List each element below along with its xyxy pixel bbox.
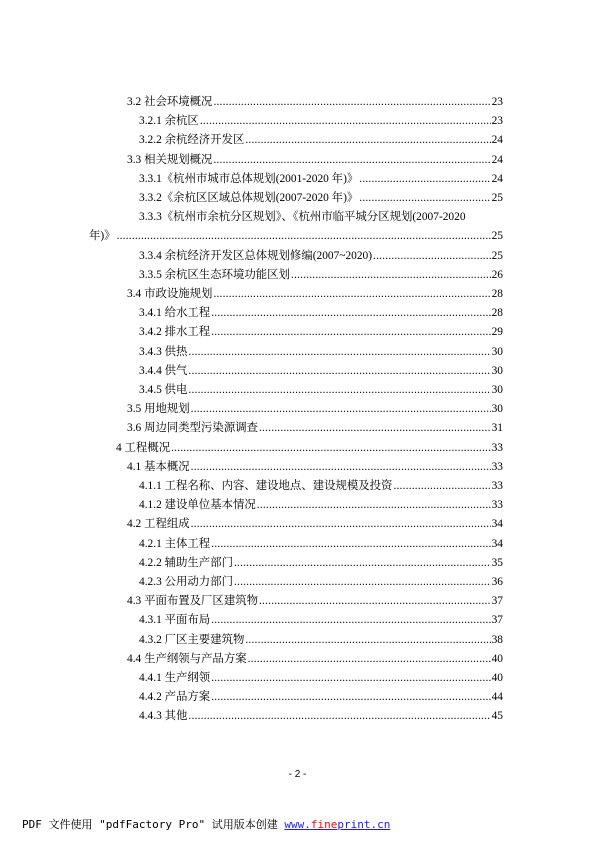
toc-entry-page: 44 [491,691,503,704]
toc-entry-page: 23 [491,96,503,108]
toc-entry-page: 29 [491,326,503,339]
toc-entry-title: 4.2.3 公用动力部门 [139,576,233,588]
toc-entry-title: 4.4.3 其他 [139,710,188,723]
toc-entry[interactable] [139,170,503,188]
toc-entry-title: 年)》 [89,230,116,243]
toc-entry[interactable] [139,323,503,341]
toc-leader-dots [188,362,490,380]
toc-entry[interactable]: 3.3.3《杭州市余杭分区规划》、《杭州市临平城分区规划(2007-2020 [139,211,466,224]
toc-entry-page: 30 [491,364,503,377]
toc-entry-title: 3.4.4 供气 [139,364,188,377]
toc-entry-page: 36 [491,576,503,588]
toc-leader-dots [211,669,490,687]
toc-entry-title: 3.2 社会环境概况 [127,96,213,108]
toc-leader-dots [257,496,491,514]
toc-leader-dots [245,631,490,649]
toc-leader-dots [213,151,490,169]
toc-entry-title: 3.3.5 余杭区生态环境功能区划 [139,268,290,281]
toc-entry-page: 23 [491,115,503,128]
toc-entry-title: 4.1.1 工程名称、内容、建设地点、建设规模及投资 [139,480,393,492]
toc-entry[interactable] [139,381,503,399]
toc-leader-dots [359,189,490,207]
toc-leader-dots [291,266,491,284]
toc-entry-page: 35 [491,556,503,569]
toc-entry[interactable] [139,477,503,495]
toc-leader-dots [211,535,490,553]
toc-entry[interactable] [139,247,503,265]
toc-entry-title: 3.4.5 供电 [139,384,188,396]
toc-entry-continued[interactable] [89,227,503,245]
toc-entry[interactable] [139,266,503,284]
toc-leader-dots [211,688,490,706]
toc-entry-page: 24 [491,172,503,185]
toc-leader-dots [259,592,491,610]
toc-entry[interactable] [127,515,503,533]
toc-entry[interactable] [127,650,503,668]
toc-leader-dots [188,343,490,361]
toc-entry[interactable] [127,592,503,610]
toc-entry-title: 4.4.1 生产纲领 [139,672,211,684]
toc-entry[interactable] [139,631,503,649]
toc-leader-dots [191,400,491,418]
toc-leader-dots [213,285,490,303]
toc-entry-title: 3.2.1 余杭区 [139,115,199,128]
toc-entry-page: 30 [491,384,503,396]
toc-entry-title: 4 工程概况 [116,441,171,454]
toc-entry[interactable] [127,93,503,111]
toc-entry[interactable] [139,554,503,572]
toc-entry-title: 4.2.2 辅助生产部门 [139,556,233,569]
toc-entry[interactable] [127,285,503,303]
toc-entry-title: 4.4 生产纲领与产品方案 [127,652,247,665]
toc-entry-title: 3.3 相关规划概况 [127,153,213,166]
toc-leader-dots [373,247,491,265]
toc-entry[interactable] [139,362,503,380]
toc-entry-page: 33 [491,499,503,512]
toc-leader-dots [188,381,490,399]
page-number: - 2 - [288,769,307,780]
toc-entry-page: 31 [491,422,503,435]
toc-entry[interactable] [139,304,503,322]
toc-entry-title: 3.3.1《杭州市城市总体规划(2001-2020 年)》 [139,172,359,185]
pdf-creator-footer [22,816,390,832]
toc-entry-page: 28 [491,288,503,300]
toc-entry[interactable] [127,151,503,169]
toc-leader-dots [234,554,491,572]
toc-entry[interactable] [139,688,503,706]
toc-entry[interactable] [139,535,503,553]
footer-text: PDF 文件使用 "pdfFactory Pro" 试用版本创建 [22,818,285,831]
toc-entry-title: 3.5 用地规划 [127,403,190,416]
toc-entry-page: 40 [491,652,503,665]
toc-leader-dots [171,439,491,457]
toc-entry-page: 26 [491,268,503,281]
toc-leader-dots [393,477,490,495]
toc-entry-page: 25 [491,230,503,243]
toc-entry-title: 4.3.1 平面布局 [139,614,211,627]
toc-entry[interactable] [127,458,503,476]
toc-entry[interactable] [139,496,503,514]
toc-entry-page: 30 [491,403,503,416]
toc-leader-dots [248,650,491,668]
toc-entry-title: 3.6 周边同类型污染源调查 [127,422,258,435]
toc-entry[interactable] [139,611,503,629]
toc-entry-title: 3.4.2 排水工程 [139,326,211,339]
toc-leader-dots [245,131,490,149]
toc-entry-page: 38 [491,633,503,646]
toc-entry-page: 30 [491,345,503,358]
toc-entry-title: 4.4.2 产品方案 [139,691,211,704]
toc-entry[interactable] [139,343,503,361]
toc-entry-title: 4.3 平面布置及厂区建筑物 [127,595,258,608]
toc-entry[interactable] [139,189,503,207]
toc-entry-title: 3.2.2 余杭经济开发区 [139,134,245,147]
toc-entry-title: 4.2.1 主体工程 [139,537,211,550]
toc-entry[interactable] [139,707,503,725]
toc-leader-dots [213,93,490,111]
toc-leader-dots [191,458,491,476]
toc-entry[interactable] [139,112,503,130]
toc-entry[interactable] [139,573,503,591]
toc-entry-page: 25 [491,249,503,262]
toc-entry-page: 24 [491,153,503,166]
toc-leader-dots [259,419,491,437]
toc-entry-page: 24 [491,134,503,147]
toc-entry-title: 3.4.3 供热 [139,345,188,358]
toc-entry-page: 33 [491,460,503,473]
toc-leader-dots [359,170,490,188]
toc-entry-title: 4.1.2 建设单位基本情况 [139,499,256,512]
toc-entry-title: 4.3.2 厂区主要建筑物 [139,633,245,646]
toc-entry[interactable] [139,669,503,687]
toc-entry-page: 34 [491,518,503,531]
toc-entry-page: 28 [491,307,503,320]
toc-entry-page: 37 [491,595,503,608]
toc-leader-dots [200,112,491,130]
toc-entry-page: 45 [491,710,503,723]
toc-leader-dots [211,611,490,629]
toc-entry-page: 25 [491,192,503,204]
toc-entry-title: 4.2 工程组成 [127,518,190,531]
toc-entry[interactable] [127,419,503,437]
toc-leader-dots [211,323,490,341]
toc-leader-dots [117,227,491,245]
toc-entry[interactable] [116,439,503,457]
toc-entry-page: 40 [491,672,503,684]
toc-leader-dots [191,515,491,533]
toc-leader-dots [188,707,490,725]
toc-entry-page: 33 [491,441,503,454]
toc-entry-page: 37 [491,614,503,627]
toc-entry[interactable] [139,131,503,149]
toc-leader-dots [234,573,491,591]
fineprint-link[interactable]: www.fineprint.cn [284,818,391,831]
toc-entry-page: 33 [491,480,503,492]
toc-entry[interactable] [127,400,503,418]
toc-entry-title: 3.3.2《余杭区区域总体规划(2007-2020 年)》 [139,192,359,204]
toc-entry-title: 4.1 基本概况 [127,460,190,473]
toc-entry-page: 34 [491,537,503,550]
toc-entry-title: 3.3.4 余杭经济开发区总体规划修编(2007~2020) [139,249,373,262]
toc-leader-dots [211,304,490,322]
toc-entry-title: 3.4.1 给水工程 [139,307,211,320]
toc-entry-title: 3.4 市政设施规划 [127,288,213,300]
